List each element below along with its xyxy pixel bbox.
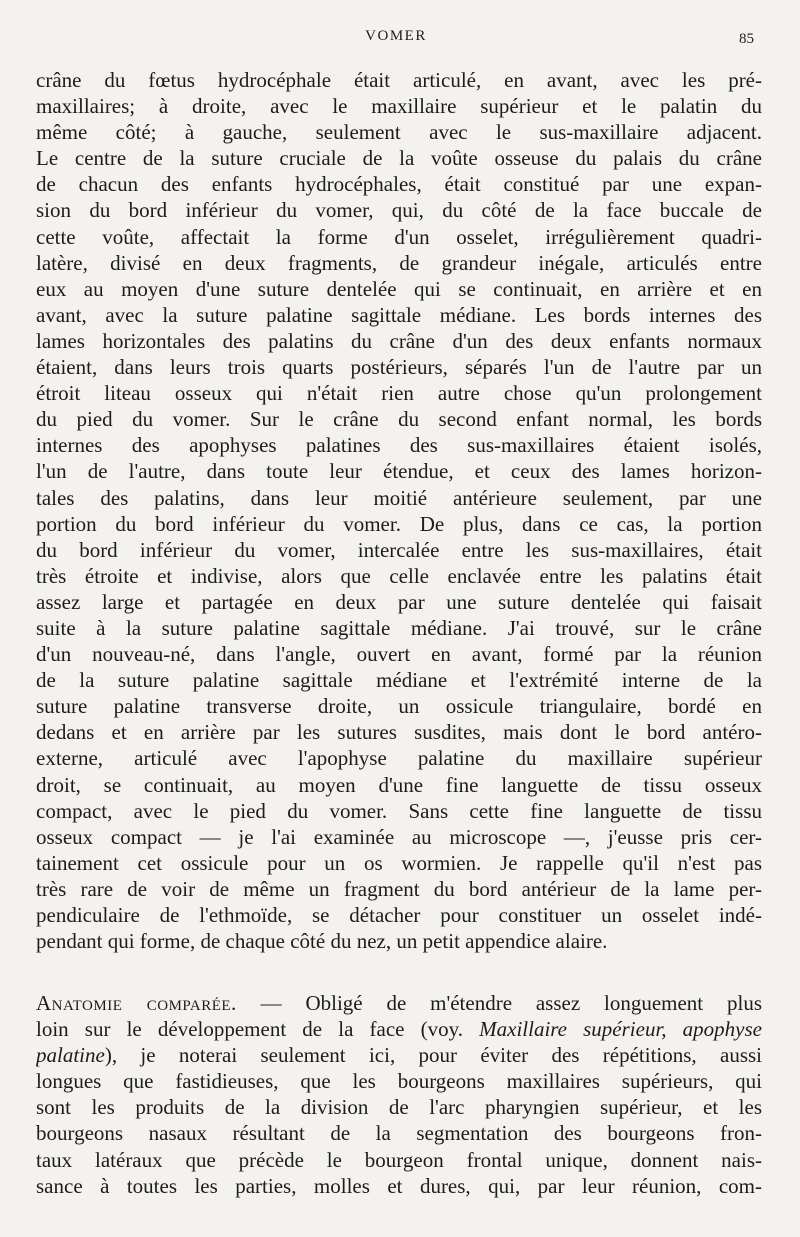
text-line: eux au moyen d'une suture dentelée qui se continuait, en arrière et en <box>36 276 762 301</box>
page-number: 85 <box>739 31 754 47</box>
running-title: VOMER <box>365 28 427 44</box>
text-line: Le centre de la suture cruciale de la voûte osseuse du palais du crâne <box>36 146 762 171</box>
text-line: d'un nouveau-né, dans l'angle, ouvert en avant, formé par la réunion <box>36 642 762 667</box>
text-line: suture palatine transverse droite, un ossicule triangulaire, bordé en <box>36 694 762 719</box>
text-line: de la suture palatine sagittale médiane et l'extrémité interne de la <box>36 668 762 693</box>
section-line-text: ), je noterai seulement ici, pour éviter des répétitions, aussi <box>104 1043 762 1068</box>
text-line: tainement cet ossicule pour un os wormien. Je rappelle qu'il n'est pas <box>36 850 762 875</box>
body-paragraph <box>36 67 762 954</box>
text-line: latère, divisé en deux fragments, de grandeur inégale, articulés entre <box>36 250 762 275</box>
text-line: tales des palatins, dans leur moitié antérieure seulement, par une <box>36 485 762 510</box>
text-line: maxillaires; à droite, avec le maxillaire supérieur et le palatin du <box>36 94 762 119</box>
text-line: sion du bord inférieur du vomer, qui, du côté de la face buccale de <box>36 198 762 223</box>
section-line: taux latéraux que précède le bourgeon frontal unique, donnent nais- <box>36 1147 762 1172</box>
text-line: compact, avec le pied du vomer. Sans cette fine languette de tissu <box>36 798 762 823</box>
section-line: longues que fastidieuses, que les bourgeons maxillaires supérieurs, qui <box>36 1069 762 1094</box>
text-line: du bord inférieur du vomer, intercalée entre les sus-maxillaires, était <box>36 537 762 562</box>
text-line: l'un de l'autre, dans toute leur étendue, et ceux des lames horizon- <box>36 459 762 484</box>
section-line: sance à toutes les parties, molles et dures, qui, par leur réunion, com- <box>36 1173 762 1198</box>
section-line <box>36 990 762 1016</box>
section-line <box>36 1042 762 1068</box>
text-line: très étroite et indivise, alors que celle enclavée entre les palatins était <box>36 563 762 588</box>
text-line: même côté; à gauche, seulement avec le sus-maxillaire adjacent. <box>36 120 762 145</box>
text-line: droit, se continuait, au moyen d'une fine languette de tissu osseux <box>36 772 762 797</box>
cross-reference: Maxillaire supérieur, apophyse <box>479 1017 762 1042</box>
text-line: crâne du fœtus hydrocéphale était articulé, en avant, avec les pré- <box>36 68 762 92</box>
section-line-text: loin sur le développement de la face (voy. <box>36 1017 480 1042</box>
text-line: suite à la suture palatine sagittale médiane. J'ai trouvé, sur le crâne <box>36 615 762 640</box>
text-line: assez large et partagée en deux par une suture dentelée qui faisait <box>36 589 762 614</box>
text-line: très rare de voir de même un fragment du bord antérieur de la lame per- <box>36 876 762 901</box>
text-line: externe, articulé avec l'apophyse palatine du maxillaire supérieur <box>36 746 762 771</box>
section-heading: Anatomie comparée. <box>36 991 237 1015</box>
section-line: sont les produits de la division de l'arc pharyngien supérieur, et les <box>36 1095 762 1120</box>
text-line: étroit liteau osseux qui n'était rien autre chose qu'un prolongement <box>36 381 762 406</box>
text-line: étaient, dans leurs trois quarts postérieurs, séparés l'un de l'autre par un <box>36 355 762 380</box>
text-line: dedans et en arrière par les sutures susdites, mais dont le bord antéro- <box>36 720 762 745</box>
section-line: bourgeons nasaux résultant de la segmentation des bourgeons fron- <box>36 1121 762 1146</box>
section-line-text: — Obligé de m'étendre assez longuement plus <box>236 991 762 1015</box>
text-line: cette voûte, affectait la forme d'un osselet, irrégulièrement quadri- <box>36 224 762 249</box>
text-line: pendant qui forme, de chaque côté du nez, un petit appendice alaire. <box>36 929 608 954</box>
cross-reference: palatine <box>36 1043 105 1068</box>
section-line <box>36 1016 762 1042</box>
text-line: avant, avec la suture palatine sagittale médiane. Les bords internes des <box>36 302 762 327</box>
text-line: internes des apophyses palatines des sus-maxillaires étaient isolés, <box>36 433 762 458</box>
text-line: de chacun des enfants hydrocéphales, était constitué par une expan- <box>36 172 762 197</box>
text-line: du pied du vomer. Sur le crâne du second enfant normal, les bords <box>36 407 762 432</box>
text-line: lames horizontales des palatins du crâne d'un des deux enfants normaux <box>36 328 762 353</box>
text-line: pendiculaire de l'ethmoïde, se détacher pour constituer un osselet indé- <box>36 903 762 927</box>
comparative-anatomy-section <box>36 990 762 1199</box>
text-line: portion du bord inférieur du vomer. De plus, dans ce cas, la portion <box>36 511 762 536</box>
running-head <box>36 28 756 50</box>
text-line: osseux compact — je l'ai examinée au microscope —, j'eusse pris cer- <box>36 824 762 849</box>
